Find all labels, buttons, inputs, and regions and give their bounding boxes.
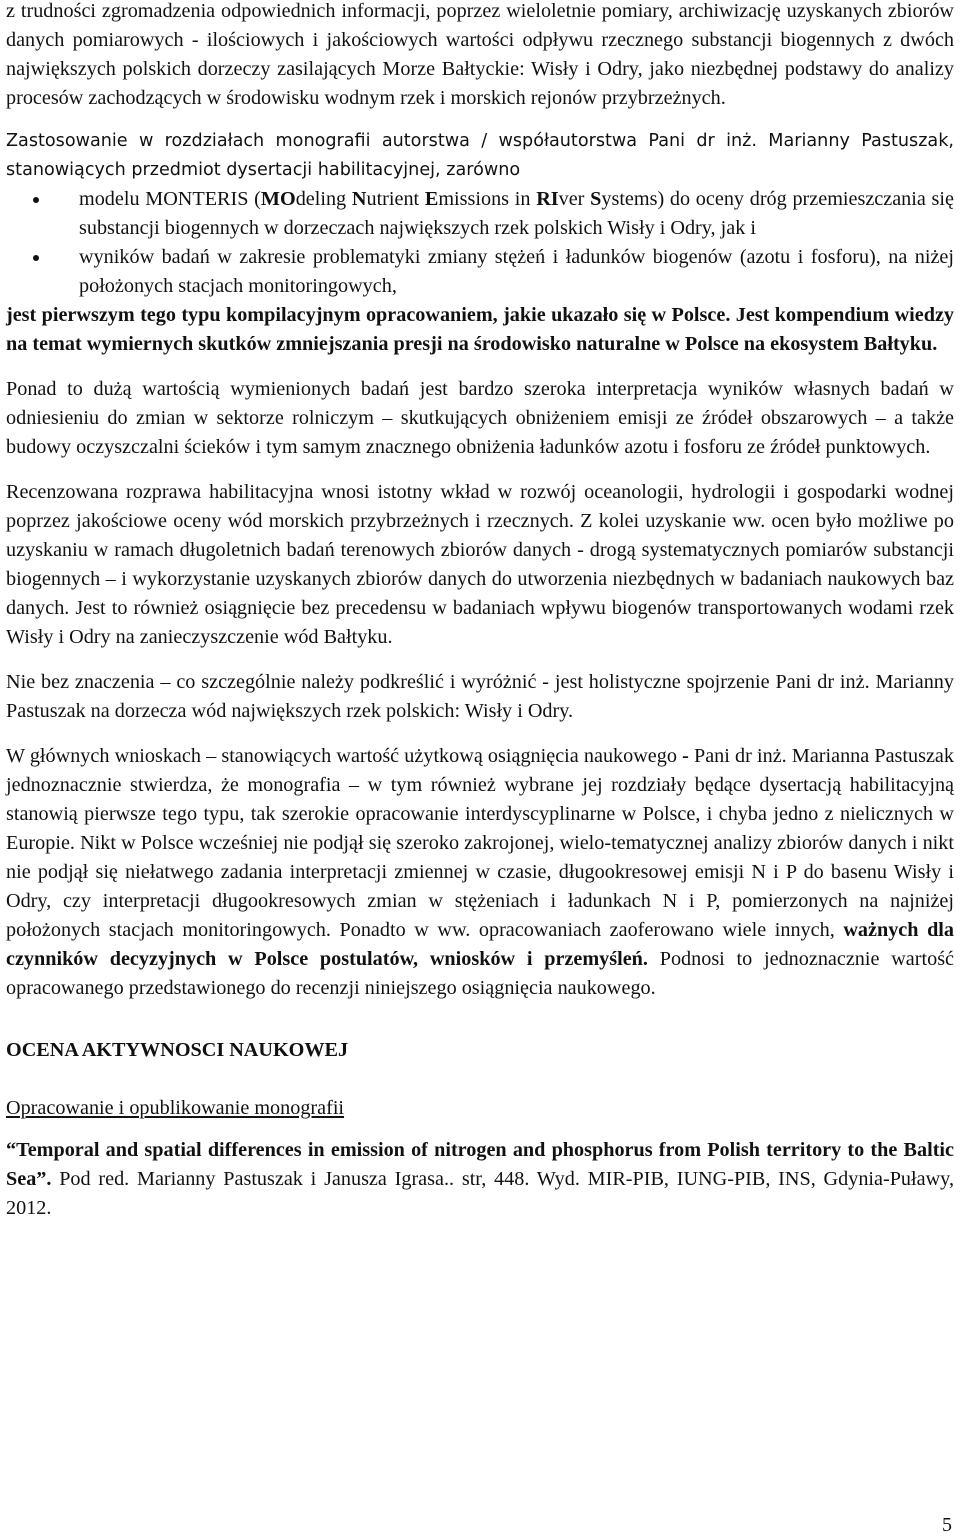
paragraph-contribution: Recenzowana rozprawa habilitacyjna wnosi istotny wkład w rozwój oceanologii, hydrologii i gospodarki wodnej poprzez jakościowe oceny wód morskich przybrzeżnych i rzecznych. Z kolei uzyskanie ww. ocen było możliwe po uzyskaniu w ramach długoletnich badań terenowych zbiorów danych - drogą systematycznych pomiarów substancji biogennych – i wykorzystanie uzyskanych zbiorów danych do utworzenia niezbędnych w badaniach naukowych baz danych. Jest to również osiągnięcie bez precedensu w badaniach wpływu biogenów transportowanych wodami rzek Wisły i Odry na zanieczyszczenie wód Bałtyku. — [6, 481, 954, 648]
page-number: 5 — [942, 1514, 952, 1536]
subsection-heading: Opracowanie i opublikowanie monografii — [6, 1097, 345, 1119]
monograph-citation: “Temporal and spatial differences in emission of nitrogen and phosphorus from Polish territory to the Baltic Sea”. Pod red. Marianny Pastuszak i Janusza Igrasa.. str, 448. Wyd. MIR-PIB, IUNG-PIB, INS, Gdynia-Puławy, 2012. — [6, 1139, 954, 1219]
monograph-application-block — [6, 127, 954, 359]
paragraph-holistic-view: Nie bez znaczenia – co szczególnie należy podkreślić i wyróżnić - jest holistyczne spojrzenie Pani dr inż. Marianny Pastuszak na dorzecza wód największych rzek polskich: Wisły i Odry. — [6, 671, 954, 722]
paragraph-data-collection: z trudności zgromadzenia odpowiednich informacji, poprzez wieloletnie pomiary, archiwizację uzyskanych zbiorów danych pomiarowych - ilościowych i jakościowych wartości odpływu rzecznego substancji biogennych z dwóch największych polskich dorzeczy zasilających Morze Bałtyckie: Wisły i Odry, jako niezbędnej podstawy do analizy procesów zachodzących w środowisku wodnym rzek i morskich rejonów przybrzeżnych. — [6, 0, 954, 109]
paragraph-main-conclusions: W głównych wnioskach – stanowiących wartość użytkową osiągnięcia naukowego - Pani dr inż. Marianna Pastuszak jednoznacznie stwierdza, że monografia – w tym również wybrane jej rozdziały będące dysertacją habilitacyjną stanowią pierwsze tego typu, tak szerokie opracowanie interdyscyplinarne w Polsce, i chyba jedno z nielicznych w Europie. Nikt w Polsce wcześniej nie podjął się szeroko zakrojonej, wielo-tematycznej analizy zbiorów danych i nikt nie podjął się niełatwego zadania interpretacji zmiennej w czasie, długookresowej emisji N i P do basenu Wisły i Odry, czy interpretacji długookresowych zmian w stężeniach i ładunkach N i P, pomierzonych na najniżej położonych stacjach monitoringowych. Ponadto w ww. opracowaniach zaoferowano wiele innych, ważnych dla czynników decyzyjnych w Polsce postulatów, wniosków i przemyśleń. Podnosi to jednoznacznie wartość opracowanego przedstawionego do recenzji niniejszego osiągnięcia naukowego. — [6, 745, 955, 999]
list-item-research-results: wyników badań w zakresie problematyki zmiany stężeń i ładunków biogenów (azotu i fosforu), na niżej położonych stacjach monitoringowych, — [79, 243, 954, 301]
bold-statement: jest pierwszym tego typu kompilacyjnym opracowaniem, jakie ukazało się w Polsce. Jest kompendium wiedzy na temat wymiernych skutków zmniejszania presji na środowisko naturalne w Polsce na ekosystem Bałtyku. — [6, 304, 954, 355]
section-heading: OCENA AKTYWNOSCI NAUKOWEJ — [6, 1039, 349, 1061]
findings-list — [6, 185, 954, 301]
paragraph-interpretation: Ponad to dużą wartością wymienionych badań jest bardzo szeroka interpretacja wyników własnych badań w odniesieniu do zmian w sektorze rolniczym – skutkujących obniżeniem emisji ze źródeł obszarowych – a także budowy oczyszczalni ścieków i tym samym znacznego obniżenia ładunków azotu i fosforu ze źródeł punktowych. — [6, 378, 954, 458]
paragraph-application-intro: Zastosowanie w rozdziałach monografii autorstwa / współautorstwa Pani dr inż. Marianny Pastuszak, stanowiących przedmiot dysertacji habilitacyjnej, zarówno — [6, 131, 954, 180]
document-page — [6, 0, 954, 1223]
list-item-monteris-model: modelu MONTERIS (MOdeling Nutrient Emissions in RIver Systems) do oceny dróg przemieszczania się substancji biogennych w dorzeczach największych rzek polskich Wisły i Odry, jak i — [79, 185, 954, 243]
